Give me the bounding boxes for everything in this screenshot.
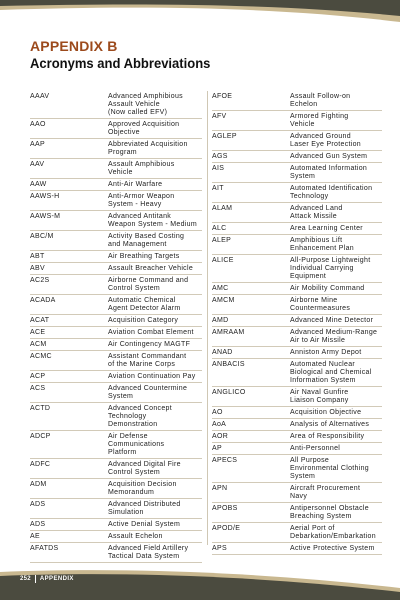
acronym-term: AGLEP [212, 133, 237, 140]
acronym-definition: Anniston Army Depot [290, 349, 362, 356]
acronym-row [212, 431, 382, 443]
acronym-definition: Aerial Port of Debarkation/Embarkation [290, 525, 376, 540]
acronym-definition: Automated Nuclear Biological and Chemical Information System [290, 361, 372, 384]
acronym-row [30, 139, 202, 159]
acronym-term: ACMC [30, 353, 52, 360]
acronym-definition: Acquisition Category [108, 317, 179, 324]
acronym-definition: Advanced Gun System [290, 153, 368, 160]
acronym-definition: Abbreviated Acquisition Program [108, 141, 188, 156]
acronym-term: AOR [212, 433, 229, 440]
acronym-row [212, 419, 382, 431]
acronym-term: AAO [30, 121, 46, 128]
acronym-term: AIS [212, 165, 225, 172]
acronym-row [212, 255, 382, 283]
acronym-definition: Advanced Mine Detector [290, 317, 374, 324]
acronym-row [30, 531, 202, 543]
acronym-row [212, 111, 382, 131]
acronym-row [212, 523, 382, 543]
acronym-term: AFV [212, 113, 227, 120]
page-subtitle: Acronyms and Abbreviations [30, 55, 211, 71]
acronym-term: AMC [212, 285, 229, 292]
acronym-term: ALC [212, 225, 227, 232]
acronym-definition: Assault Echelon [108, 533, 163, 540]
acronym-definition: Advanced Antitank Weapon System - Medium [108, 213, 197, 228]
acronym-definition: Active Denial System [108, 521, 181, 528]
acronym-definition: Advanced Concept Technology Demonstration [108, 405, 172, 428]
footer-section-label: APPENDIX [39, 576, 74, 582]
acronym-row [212, 223, 382, 235]
acronym-term: ACM [30, 341, 47, 348]
acronym-term: ADCP [30, 433, 51, 440]
acronym-row [30, 383, 202, 403]
acronym-definition: Advanced Amphibious Assault Vehicle (Now called EFV) [108, 93, 183, 116]
acronym-definition: Assault Amphibious Vehicle [108, 161, 175, 176]
acronym-row [30, 211, 202, 231]
acronym-row [30, 543, 202, 563]
acronym-term: AMD [212, 317, 229, 324]
acronym-row [212, 203, 382, 223]
acronym-definition: Area of Responsibility [290, 433, 365, 440]
footer-separator [35, 575, 36, 583]
acronym-row [212, 235, 382, 255]
acronym-definition: Advanced Distributed Simulation [108, 501, 181, 516]
acronym-definition: Air Contingency MAGTF [108, 341, 191, 348]
acronym-row [30, 327, 202, 339]
acronym-row [30, 251, 202, 263]
page-header [30, 38, 224, 71]
acronym-definition: Aircraft Procurement Navy [290, 485, 361, 500]
acronym-term: AO [212, 409, 223, 416]
acronym-definition: All-Purpose Lightweight Individual Carrying Equipment [290, 257, 371, 280]
acronym-definition: Assault Breacher Vehicle [108, 265, 194, 272]
acronym-definition: Area Learning Center [290, 225, 363, 232]
acronym-definition: Acquisition Decision Memorandum [108, 481, 177, 496]
acronym-term: ADS [30, 501, 46, 508]
acronym-term: ACTD [30, 405, 51, 412]
acronym-definition: All Purpose Environmental Clothing System [290, 457, 369, 480]
acronym-row [212, 503, 382, 523]
acronym-definition: Active Protective System [290, 545, 375, 552]
acronym-term: ADM [30, 481, 47, 488]
acronym-row [212, 483, 382, 503]
acronym-term: APS [212, 545, 227, 552]
acronym-definition: Advanced Field Artillery Tactical Data System [108, 545, 189, 560]
acronym-term: APN [212, 485, 228, 492]
acronym-row [212, 359, 382, 387]
acronym-term: AFOE [212, 93, 233, 100]
acronym-row [30, 431, 202, 459]
acronym-term: AAP [30, 141, 45, 148]
acronym-term: APECS [212, 457, 238, 464]
acronym-term: AFATDS [30, 545, 59, 552]
acronym-term: APOBS [212, 505, 238, 512]
acronym-definition: Assault Follow-on Echelon [290, 93, 351, 108]
acronym-row [212, 183, 382, 203]
acronym-definition: Airborne Mine Countermeasures [290, 297, 351, 312]
acronym-definition: Advanced Digital Fire Control System [108, 461, 181, 476]
page-number: 252 [20, 576, 31, 582]
acronym-definition: Automated Identification Technology [290, 185, 373, 200]
acronym-definition: Armored Fighting Vehicle [290, 113, 349, 128]
acronym-row [212, 443, 382, 455]
acronym-definition: Antipersonnel Obstacle Breaching System [290, 505, 369, 520]
acronym-list-right [212, 91, 382, 555]
acronym-definition: Advanced Medium-Range Air to Air Missile [290, 329, 378, 344]
acronym-row [30, 459, 202, 479]
acronym-row [212, 283, 382, 295]
acronym-term: ABT [30, 253, 45, 260]
acronym-row [212, 387, 382, 407]
acronym-term: AC2S [30, 277, 50, 284]
acronym-row [212, 131, 382, 151]
acronym-definition: Anti-Armor Weapon System - Heavy [108, 193, 175, 208]
acronym-row [30, 231, 202, 251]
acronym-term: AAV [30, 161, 45, 168]
acronym-row [212, 315, 382, 327]
acronym-row [30, 263, 202, 275]
acronym-term: AMCM [212, 297, 235, 304]
acronym-row [30, 191, 202, 211]
acronym-row [30, 339, 202, 351]
acronym-row [212, 151, 382, 163]
acronym-term: APOD/E [212, 525, 241, 532]
acronym-definition: Anti-Air Warfare [108, 181, 163, 188]
acronym-definition: Air Defense Communications Platform [108, 433, 165, 456]
acronym-term: AAWS-M [30, 213, 61, 220]
acronym-definition: Acquisition Objective [290, 409, 362, 416]
acronym-term: ABV [30, 265, 45, 272]
acronym-term: ADFC [30, 461, 51, 468]
acronym-row [30, 479, 202, 499]
page-footer [20, 575, 74, 583]
acronym-term: ACS [30, 385, 46, 392]
acronym-row [30, 403, 202, 431]
acronym-definition: Advanced Land Attack Missile [290, 205, 343, 220]
acronym-definition: Aviation Continuation Pay [108, 373, 196, 380]
acronym-term: ALICE [212, 257, 234, 264]
acronym-row [30, 119, 202, 139]
acronym-term: AGS [212, 153, 228, 160]
acronym-term: AAAV [30, 93, 50, 100]
acronym-term: ANAD [212, 349, 233, 356]
acronym-row [212, 407, 382, 419]
acronym-row [212, 347, 382, 359]
acronym-row [30, 315, 202, 327]
acronym-term: AAW [30, 181, 47, 188]
acronym-definition: Aviation Combat Element [108, 329, 194, 336]
acronym-definition: Automated Information System [290, 165, 368, 180]
acronym-row [30, 159, 202, 179]
acronym-term: AoA [212, 421, 227, 428]
acronym-definition: Approved Acquisition Objective [108, 121, 180, 136]
acronym-row [30, 179, 202, 191]
acronym-term: ACE [30, 329, 46, 336]
acronym-definition: Air Breathing Targets [108, 253, 180, 260]
acronym-term: ABC/M [30, 233, 54, 240]
acronym-list-left [30, 91, 202, 563]
acronym-term: ACADA [30, 297, 56, 304]
acronym-definition: Advanced Ground Laser Eye Protection [290, 133, 361, 148]
acronym-row [30, 371, 202, 383]
acronym-term: AE [30, 533, 40, 540]
acronym-row [30, 91, 202, 119]
acronym-definition: Airborne Command and Control System [108, 277, 189, 292]
acronym-row [30, 519, 202, 531]
acronym-row [30, 499, 202, 519]
acronym-term: ALAM [212, 205, 233, 212]
acronym-term: ANGLICO [212, 389, 246, 396]
appendix-title: APPENDIX B [30, 38, 118, 54]
acronym-term: AMRAAM [212, 329, 245, 336]
acronym-row [212, 91, 382, 111]
acronym-definition: Air Mobility Command [290, 285, 365, 292]
bottom-decorative-band [0, 568, 400, 600]
acronym-term: AIT [212, 185, 224, 192]
acronym-definition: Air Naval Gunfire Liaison Company [290, 389, 349, 404]
acronym-term: ACP [30, 373, 46, 380]
acronym-row [212, 327, 382, 347]
acronym-term: AP [212, 445, 222, 452]
acronym-row [30, 351, 202, 371]
top-decorative-band [0, 0, 400, 22]
acronym-term: ANBACIS [212, 361, 245, 368]
acronym-definition: Advanced Countermine System [108, 385, 188, 400]
acronym-row [212, 455, 382, 483]
acronym-term: ACAT [30, 317, 50, 324]
acronym-definition: Anti-Personnel [290, 445, 341, 452]
acronym-row [212, 295, 382, 315]
acronym-term: ALEP [212, 237, 232, 244]
acronym-term: ADS [30, 521, 46, 528]
acronym-row [212, 543, 382, 555]
acronym-definition: Amphibious Lift Enhancement Plan [290, 237, 354, 252]
acronym-definition: Automatic Chemical Agent Detector Alarm [108, 297, 181, 312]
acronym-row [212, 163, 382, 183]
acronym-row [30, 275, 202, 295]
acronym-definition: Assistant Commandant of the Marine Corps [108, 353, 187, 368]
acronym-definition: Analysis of Alternatives [290, 421, 370, 428]
acronym-definition: Activity Based Costing and Management [108, 233, 185, 248]
acronym-row [30, 295, 202, 315]
acronym-term: AAWS-H [30, 193, 60, 200]
column-divider [207, 91, 208, 545]
